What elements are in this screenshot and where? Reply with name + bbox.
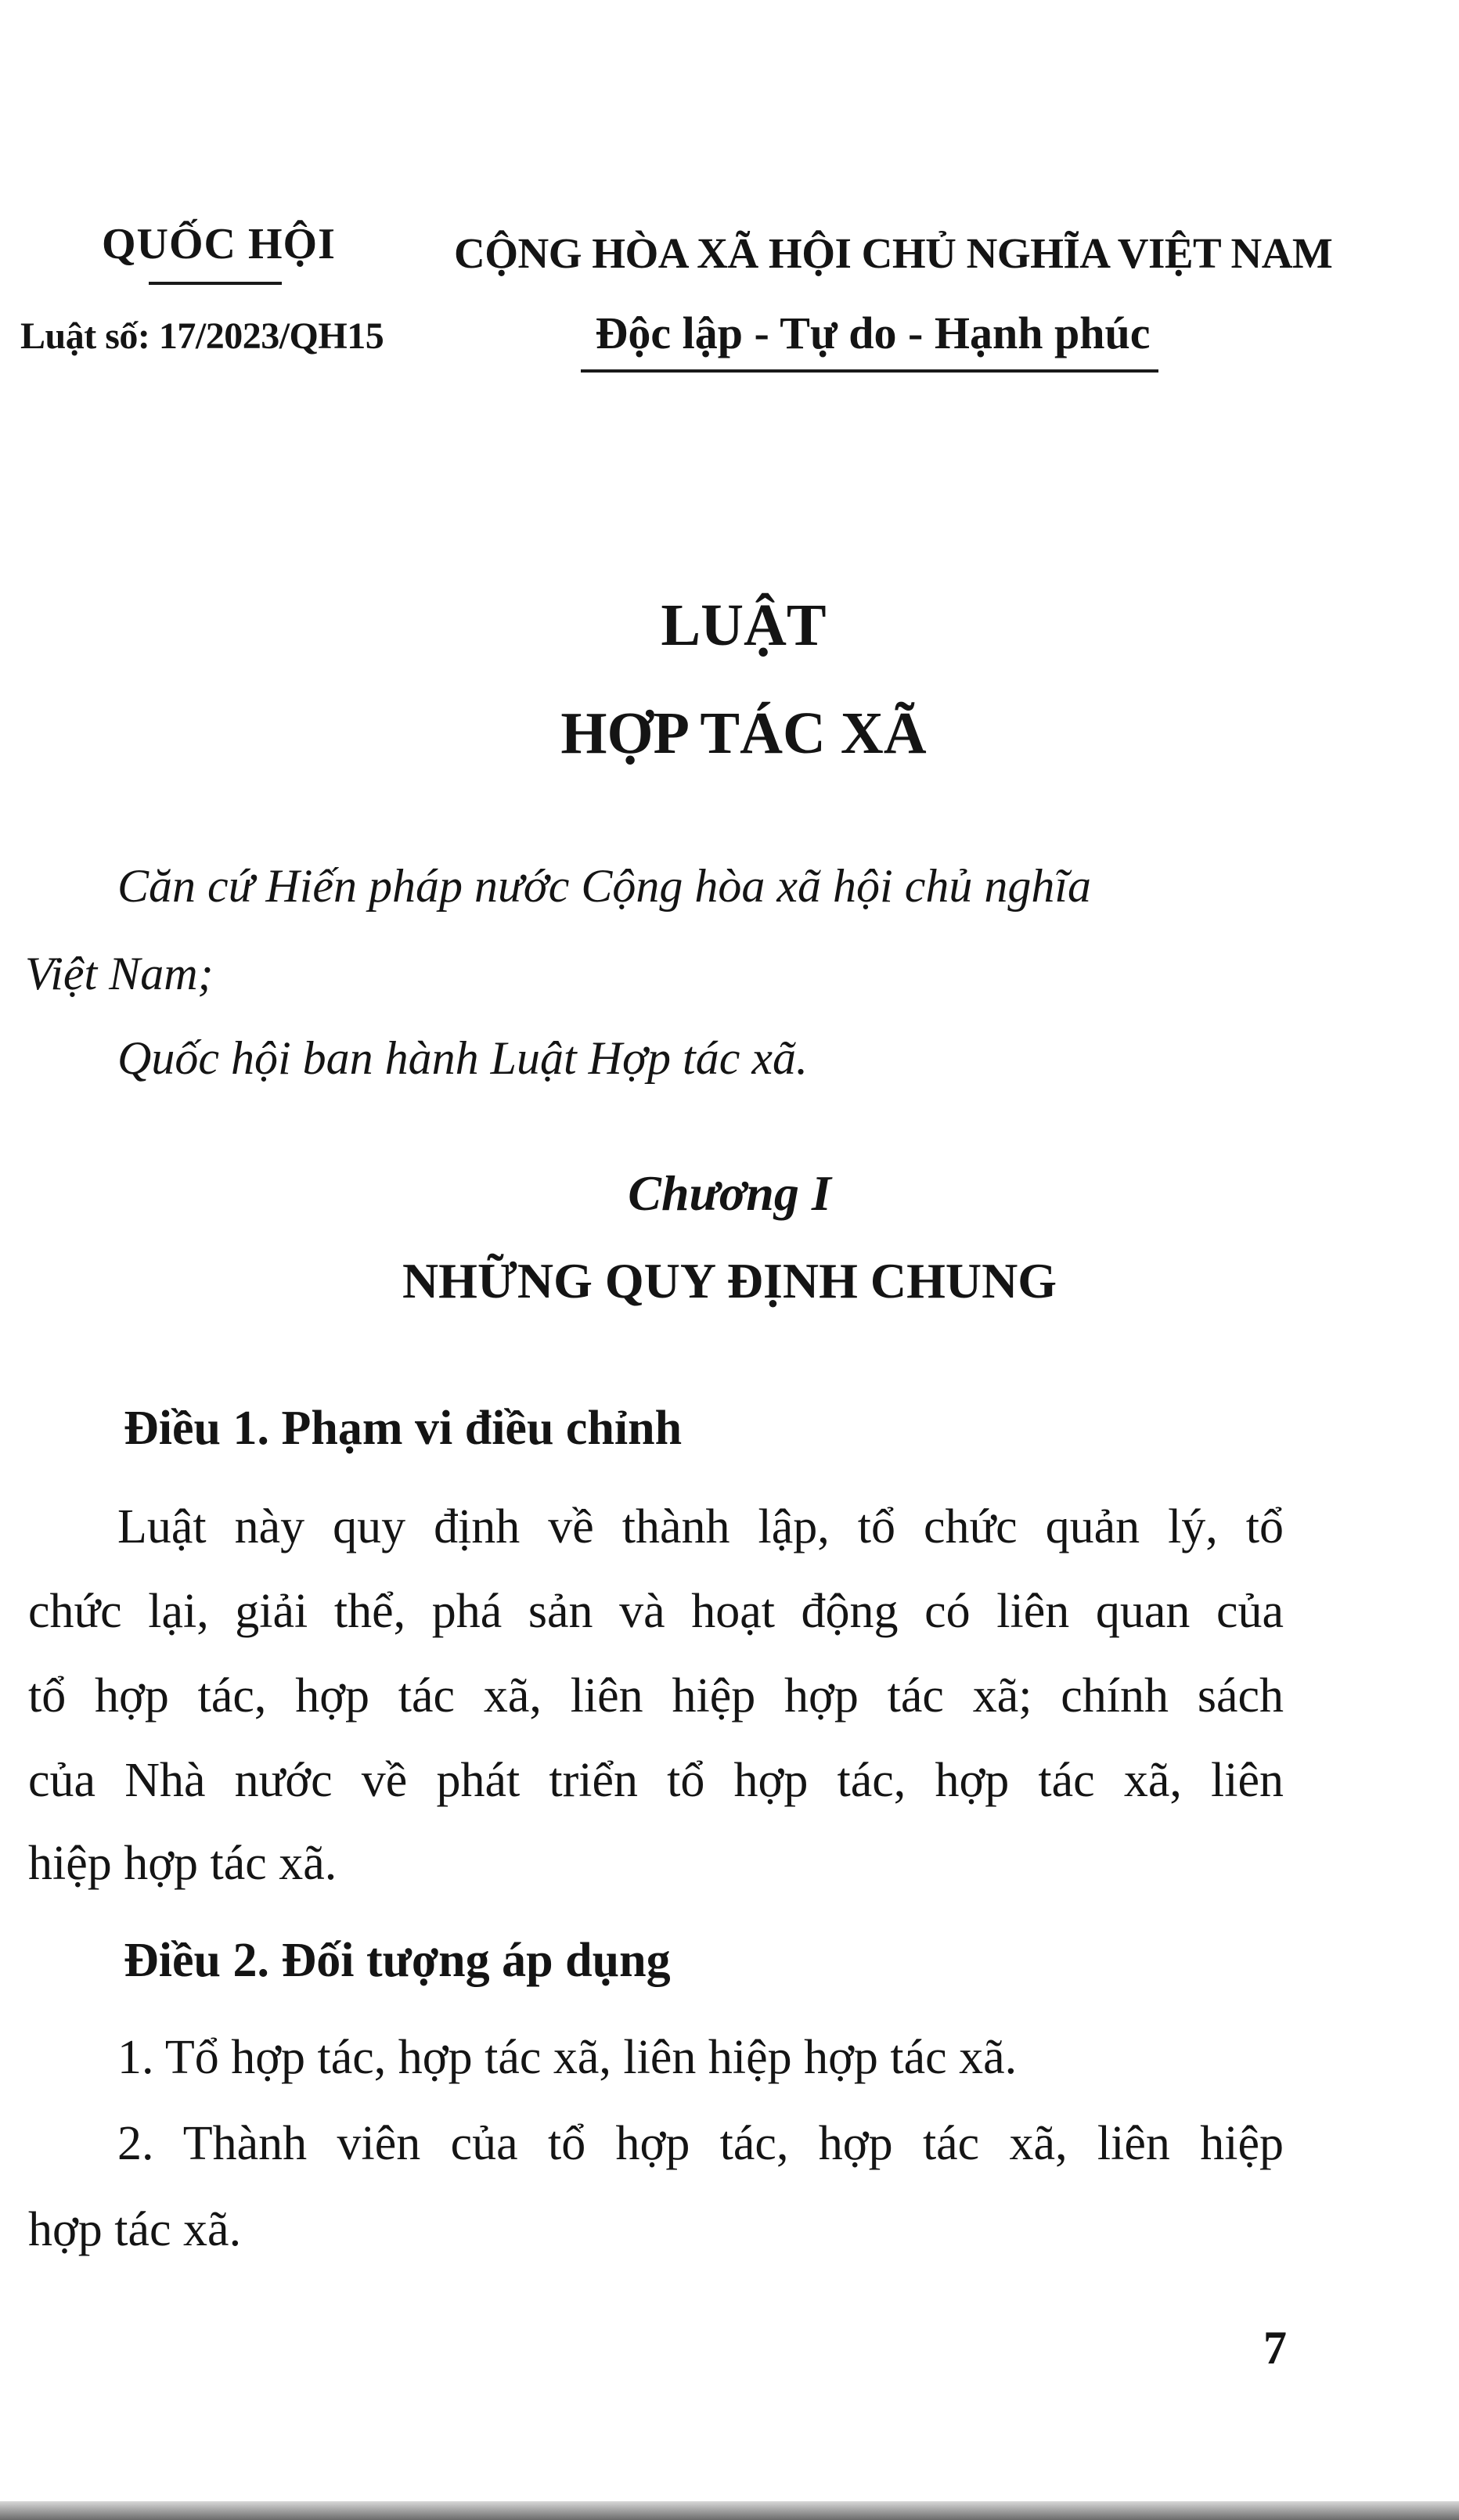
preamble-line: Việt Nam; [25, 948, 214, 999]
paragraph-line: của Nhà nước về phát triển tổ hợp tác, hợp tác xã, liên [28, 1754, 1284, 1807]
national-motto: Độc lập - Tự do - Hạnh phúc [595, 308, 1151, 358]
issuing-agency: QUỐC HỘI [102, 220, 336, 268]
chapter-title: NHỮNG QUY ĐỊNH CHUNG [402, 1253, 1057, 1309]
preamble-line: Căn cứ Hiến pháp nước Cộng hòa xã hội chủ nghĩa [117, 860, 1092, 912]
paragraph-line: tổ hợp tác, hợp tác xã, liên hiệp hợp tác xã; chính sách [28, 1669, 1284, 1723]
page-bottom-edge [0, 2501, 1459, 2520]
paragraph-line: 2. Thành viên của tổ hợp tác, hợp tác xã, liên hiệp [117, 2117, 1284, 2170]
motto-underline [581, 369, 1158, 373]
law-name-title: HỢP TÁC XÃ [560, 700, 927, 766]
paragraph-line: hợp tác xã. [28, 2203, 242, 2256]
document-type-title: LUẬT [661, 592, 827, 658]
paragraph-line: Luật này quy định về thành lập, tổ chức quản lý, tổ [117, 1500, 1284, 1553]
preamble-line: Quốc hội ban hành Luật Hợp tác xã. [117, 1032, 808, 1084]
paragraph-line: hiệp hợp tác xã. [28, 1837, 337, 1890]
article-heading: Điều 2. Đối tượng áp dụng [124, 1934, 671, 1987]
law-number: Luật số: 17/2023/QH15 [20, 315, 384, 357]
paragraph-line: chức lại, giải thể, phá sản và hoạt động có liên quan của [28, 1585, 1284, 1638]
national-title: CỘNG HÒA XÃ HỘI CHỦ NGHĨA VIỆT NAM [454, 229, 1333, 277]
chapter-label: Chương I [628, 1165, 831, 1221]
article-heading: Điều 1. Phạm vi điều chỉnh [124, 1402, 683, 1455]
page-number: 7 [1263, 2322, 1287, 2374]
agency-underline [149, 282, 282, 285]
paragraph-line: 1. Tổ hợp tác, hợp tác xã, liên hiệp hợp tác xã. [117, 2031, 1018, 2084]
